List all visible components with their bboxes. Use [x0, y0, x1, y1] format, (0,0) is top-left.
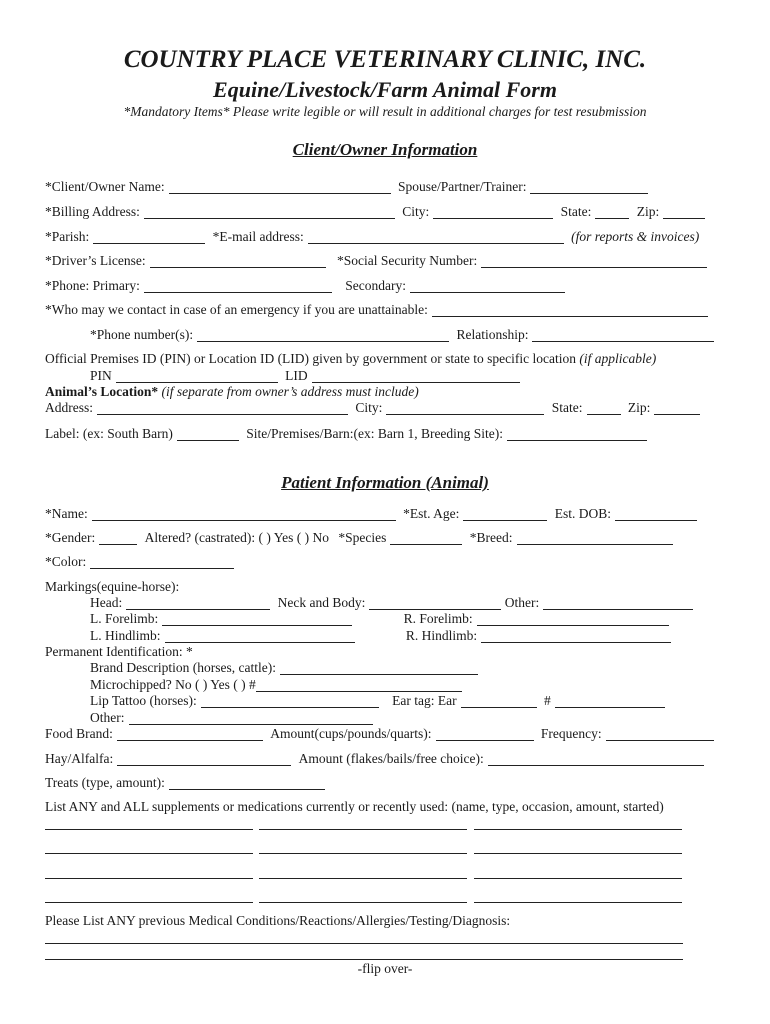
previous-conditions-line[interactable]: [45, 959, 683, 960]
microchip-field[interactable]: [256, 677, 462, 692]
est-dob-field[interactable]: [615, 506, 697, 521]
ear-tag-hash-label: #: [544, 693, 551, 708]
neck-body-label: Neck and Body:: [277, 595, 366, 610]
supplement-line[interactable]: [259, 878, 467, 879]
lip-tattoo-field[interactable]: [201, 693, 379, 708]
animal-location-note: (if separate from owner’s address must include): [161, 384, 419, 399]
billing-label: *Billing Address:: [45, 204, 140, 219]
row-color: [45, 552, 740, 572]
altered-label: Altered? (castrated): ( ) Yes ( ) No: [144, 530, 330, 545]
location-zip-label: Zip:: [627, 400, 651, 415]
location-state-label: State:: [551, 400, 583, 415]
zip-field[interactable]: [663, 204, 705, 219]
emergency-label: *Who may we contact in case of an emergency if you are unattainable:: [45, 302, 428, 317]
flip-over-note: -flip over-: [357, 961, 413, 976]
supplement-line[interactable]: [45, 902, 253, 903]
label-field[interactable]: [177, 426, 239, 441]
mandatory-notice: *Mandatory Items* Please write legible or will result in additional charges for test resubmission: [123, 104, 647, 119]
color-label: *Color:: [45, 554, 87, 569]
est-age-field[interactable]: [463, 506, 547, 521]
row-billing: [45, 202, 740, 222]
row-location-address: [45, 398, 740, 418]
pin-label: PIN: [90, 368, 112, 383]
phone-numbers-field[interactable]: [197, 327, 449, 342]
row-food: [45, 724, 740, 744]
email-note: (for reports & invoices): [571, 229, 700, 244]
previous-conditions-label: Please List ANY previous Medical Conditions/Reactions/Allergies/Testing/Diagnosis:: [45, 913, 511, 928]
location-city-field[interactable]: [386, 400, 544, 415]
row-supplements: [45, 797, 740, 817]
label-label: Label: (ex: South Barn): [45, 426, 173, 441]
name-field[interactable]: [92, 506, 396, 521]
color-field[interactable]: [90, 554, 234, 569]
state-field[interactable]: [595, 204, 629, 219]
lip-tattoo-label: Lip Tattoo (horses):: [90, 693, 197, 708]
billing-field[interactable]: [144, 204, 395, 219]
breed-field[interactable]: [517, 530, 673, 545]
supplement-line[interactable]: [474, 902, 682, 903]
emergency-field[interactable]: [432, 302, 708, 317]
frequency-label: Frequency:: [540, 726, 602, 741]
row-phone: [45, 276, 740, 296]
r-hindlimb-label: R. Hindlimb:: [405, 628, 478, 643]
location-zip-field[interactable]: [654, 400, 700, 415]
permanent-id-label: Permanent Identification: *: [45, 644, 193, 659]
location-state-field[interactable]: [587, 400, 621, 415]
hay-label: Hay/Alfalfa:: [45, 751, 114, 766]
food-brand-label: Food Brand:: [45, 726, 113, 741]
email-field[interactable]: [308, 229, 564, 244]
phone-numbers-label: *Phone number(s):: [90, 327, 194, 342]
treats-field[interactable]: [169, 775, 325, 790]
ear-tag-number-field[interactable]: [555, 693, 665, 708]
clinic-name: COUNTRY PLACE VETERINARY CLINIC, INC.: [123, 46, 647, 73]
spouse-field[interactable]: [530, 179, 648, 194]
license-label: *Driver’s License:: [45, 253, 146, 268]
l-forelimb-field[interactable]: [162, 611, 352, 626]
ear-tag-field[interactable]: [461, 693, 537, 708]
row-parish: [45, 227, 740, 247]
row-hay: [45, 749, 740, 769]
form-title: Equine/Livestock/Farm Animal Form: [213, 77, 557, 102]
parish-label: *Parish:: [45, 229, 90, 244]
row-treats: [45, 773, 740, 793]
row-emergency: [45, 300, 740, 320]
supplement-line[interactable]: [45, 878, 253, 879]
species-field[interactable]: [390, 530, 462, 545]
supplement-line[interactable]: [259, 902, 467, 903]
r-forelimb-label: R. Forelimb:: [403, 611, 473, 626]
row-gender: [45, 528, 740, 548]
phone-label: *Phone: Primary:: [45, 278, 140, 293]
lid-field[interactable]: [312, 368, 520, 383]
frequency-field[interactable]: [606, 726, 714, 741]
row-license: [45, 251, 740, 271]
location-city-label: City:: [355, 400, 383, 415]
head-label: Head:: [90, 595, 123, 610]
amount-flakes-field[interactable]: [488, 751, 704, 766]
brand-field[interactable]: [280, 660, 478, 675]
owner-name-label: *Client/Owner Name:: [45, 179, 165, 194]
spouse-label: Spouse/Partner/Trainer:: [397, 179, 527, 194]
location-address-field[interactable]: [97, 400, 348, 415]
supplement-line[interactable]: [259, 829, 467, 830]
microchipped-label: Microchipped? No ( ) Yes ( ) #: [90, 677, 256, 692]
row-emergency-phone: [90, 325, 740, 345]
pin-field[interactable]: [116, 368, 278, 383]
secondary-label: Secondary:: [345, 278, 406, 293]
site-label: Site/Premises/Barn:(ex: Barn 1, Breeding Site):: [246, 426, 504, 441]
state-label: State:: [560, 204, 592, 219]
ssn-field[interactable]: [481, 253, 707, 268]
relationship-field[interactable]: [532, 327, 714, 342]
est-age-label: *Est. Age:: [403, 506, 460, 521]
gender-field[interactable]: [99, 530, 137, 545]
ssn-label: *Social Security Number:: [336, 253, 478, 268]
r-hindlimb-field[interactable]: [481, 628, 671, 643]
supplement-line[interactable]: [45, 853, 253, 854]
premises-note: (if applicable): [579, 351, 657, 366]
license-field[interactable]: [150, 253, 326, 268]
premises-label: Official Premises ID (PIN) or Location ID (LID) given by government or state to specific location: [45, 351, 576, 366]
l-forelimb-label: L. Forelimb:: [90, 611, 159, 626]
relationship-label: Relationship:: [456, 327, 529, 342]
phone-primary-field[interactable]: [144, 278, 332, 293]
row-previous: [45, 911, 740, 931]
hay-field[interactable]: [117, 751, 291, 766]
head-field[interactable]: [126, 595, 270, 610]
row-label-site: [45, 424, 740, 444]
neck-body-field[interactable]: [369, 595, 501, 610]
other-id-label: Other:: [90, 710, 125, 725]
site-field[interactable]: [507, 426, 647, 441]
client-section-title: Client/Owner Information: [292, 140, 478, 159]
ear-tag-label: Ear tag: Ear: [392, 693, 457, 708]
supplements-label: List ANY and ALL supplements or medications currently or recently used: (name, type, occasion, amount, started): [45, 799, 664, 814]
email-label: *E-mail address:: [212, 229, 304, 244]
supplement-line[interactable]: [45, 829, 253, 830]
supplement-line[interactable]: [474, 878, 682, 879]
species-label: *Species: [338, 530, 387, 545]
markings-label: Markings(equine-horse):: [45, 579, 180, 594]
est-dob-label: Est. DOB:: [554, 506, 612, 521]
animal-location-label: Animal’s Location*: [45, 384, 159, 399]
brand-label: Brand Description (horses, cattle):: [90, 660, 276, 675]
owner-name-field[interactable]: [169, 179, 391, 194]
gender-label: *Gender:: [45, 530, 96, 545]
markings-other-field[interactable]: [543, 595, 693, 610]
parish-field[interactable]: [93, 229, 205, 244]
phone-secondary-field[interactable]: [410, 278, 565, 293]
city-label: City:: [402, 204, 430, 219]
row-name: [45, 504, 740, 524]
other-id-field[interactable]: [129, 710, 373, 725]
city-field[interactable]: [433, 204, 553, 219]
amount-cups-label: Amount(cups/pounds/quarts):: [270, 726, 432, 741]
supplement-line[interactable]: [474, 829, 682, 830]
treats-label: Treats (type, amount):: [45, 775, 165, 790]
name-label: *Name:: [45, 506, 88, 521]
lid-label: LID: [285, 368, 308, 383]
row-owner-name: [45, 177, 740, 197]
patient-section-title: Patient Information (Animal): [281, 473, 489, 492]
address-label: Address:: [45, 400, 93, 415]
breed-label: *Breed:: [469, 530, 513, 545]
food-brand-field[interactable]: [117, 726, 263, 741]
l-hindlimb-label: L. Hindlimb:: [90, 628, 161, 643]
supplement-line[interactable]: [474, 853, 682, 854]
amount-flakes-label: Amount (flakes/bails/free choice):: [298, 751, 484, 766]
previous-conditions-line[interactable]: [45, 943, 683, 944]
amount-cups-field[interactable]: [436, 726, 534, 741]
r-forelimb-field[interactable]: [477, 611, 669, 626]
supplement-line[interactable]: [259, 853, 467, 854]
l-hindlimb-field[interactable]: [165, 628, 355, 643]
markings-other-label: Other:: [504, 595, 540, 610]
zip-label: Zip:: [636, 204, 660, 219]
